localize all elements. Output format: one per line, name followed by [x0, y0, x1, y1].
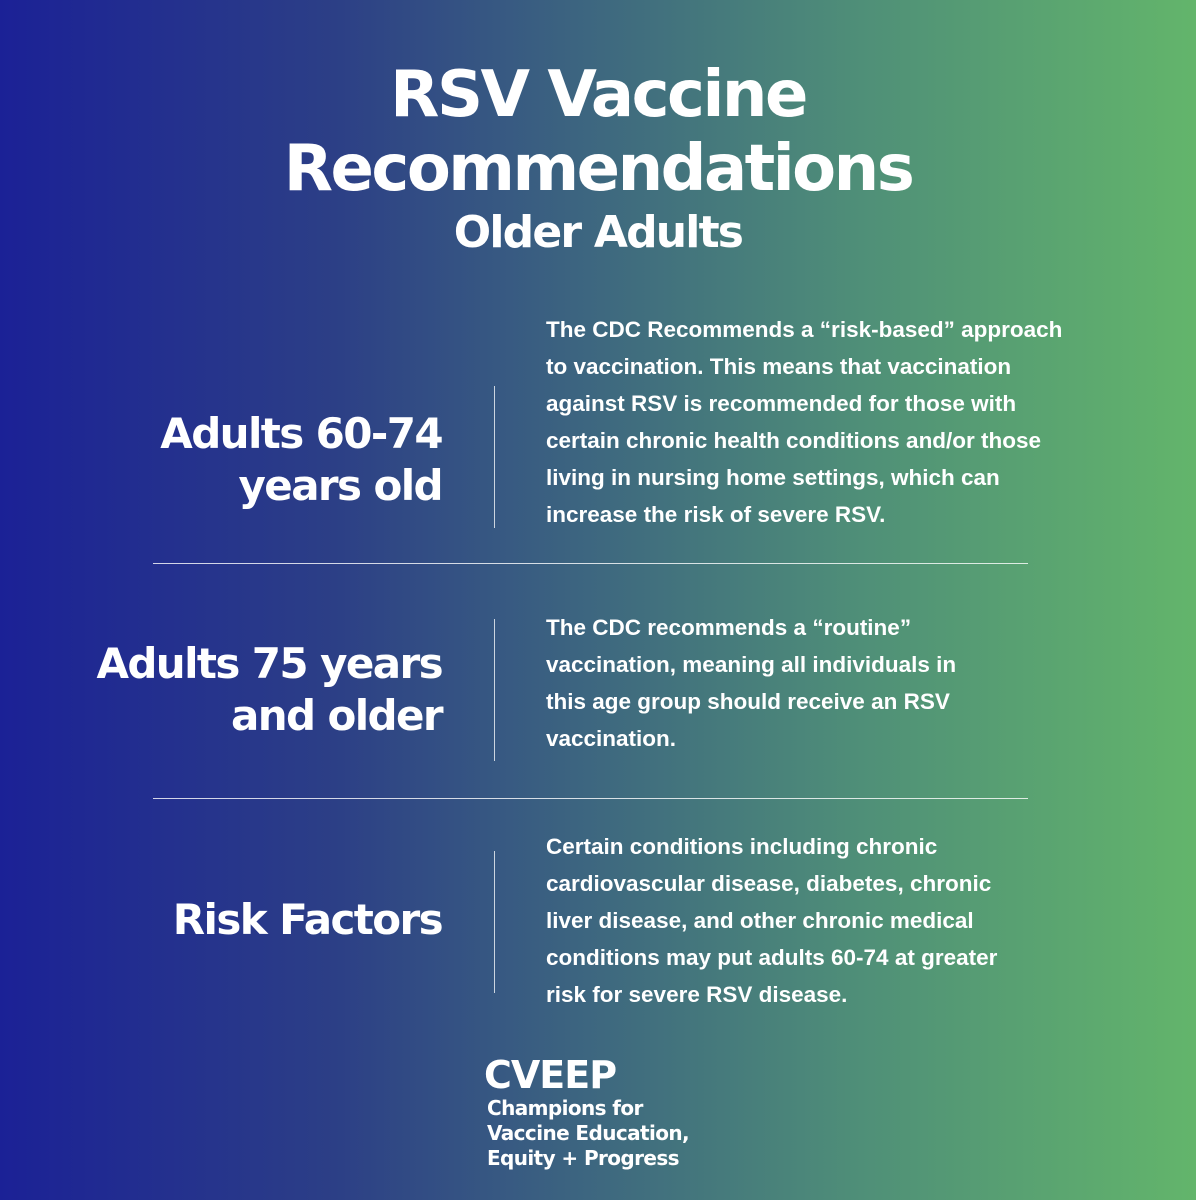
description-line: The CDC recommends a “routine”: [546, 615, 912, 640]
row-label-line: and older: [230, 691, 442, 740]
description-line: vaccination, meaning all individuals in: [546, 652, 957, 677]
vertical-divider: [494, 851, 495, 993]
page-subtitle: Older Adults: [453, 207, 743, 258]
description-line: increase the risk of severe RSV.: [546, 502, 886, 527]
row-label: [160, 408, 442, 512]
description-line: vaccination.: [546, 726, 677, 751]
page-title-line-2: Recommendations: [283, 132, 913, 206]
row-description: [546, 609, 1176, 757]
horizontal-divider: [153, 563, 1028, 564]
page-title-line-1: RSV Vaccine: [390, 58, 806, 132]
row-description: [546, 828, 1176, 1013]
row-label: [96, 638, 442, 742]
description-line: living in nursing home settings, which can: [546, 465, 1000, 490]
row-label: [173, 894, 442, 946]
description-line: against RSV is recommended for those with: [546, 391, 1017, 416]
description-line: certain chronic health conditions and/or those: [546, 428, 1042, 453]
description-line: risk for severe RSV disease.: [546, 982, 848, 1007]
vertical-divider: [494, 386, 495, 528]
description-line: this age group should receive an RSV: [546, 689, 950, 714]
description-line: liver disease, and other chronic medical: [546, 908, 974, 933]
vertical-divider: [494, 619, 495, 761]
logo-wordmark: CVEEP: [484, 1053, 617, 1097]
logo-tagline-line: Equity + Progress: [487, 1146, 679, 1170]
description-line: cardiovascular disease, diabetes, chronic: [546, 871, 992, 896]
logo-tagline: [487, 1096, 689, 1171]
description-line: The CDC Recommends a “risk-based” approach: [546, 317, 1063, 342]
row-label-line: Adults 75 years: [96, 639, 442, 688]
row-label-line: Risk Factors: [172, 895, 442, 944]
row-label-line: Adults 60-74: [160, 409, 442, 458]
cveep-logo: [484, 1054, 689, 1171]
description-line: conditions may put adults 60-74 at greater: [546, 945, 998, 970]
header: [0, 58, 1196, 258]
logo-tagline-line: Vaccine Education,: [487, 1121, 689, 1145]
description-line: Certain conditions including chronic: [546, 834, 938, 859]
horizontal-divider: [153, 798, 1028, 799]
row-description: [546, 311, 1176, 533]
row-label-line: years old: [238, 461, 442, 510]
logo-tagline-line: Champions for: [487, 1096, 643, 1120]
description-line: to vaccination. This means that vaccination: [546, 354, 1012, 379]
